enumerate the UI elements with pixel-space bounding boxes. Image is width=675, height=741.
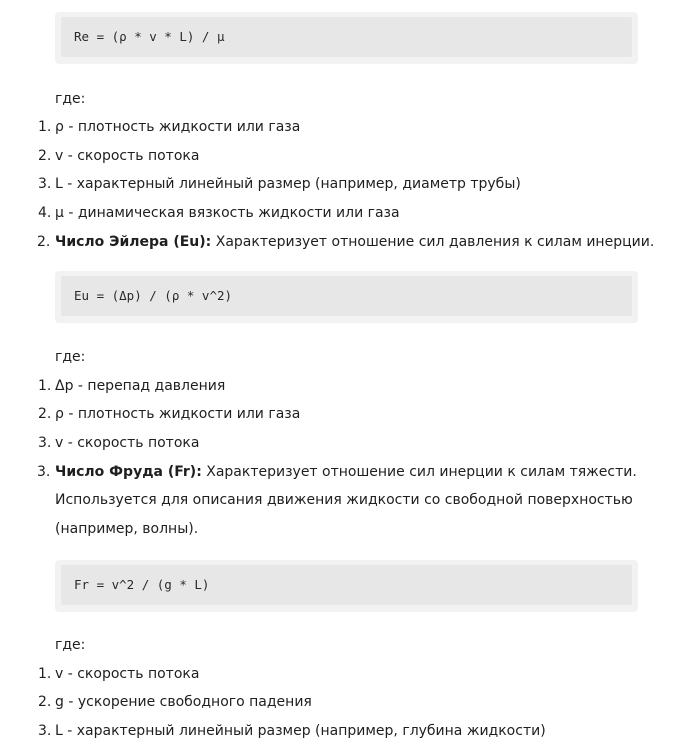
list-number: 2.	[38, 406, 52, 422]
froude-description-line3: (например, волны).	[55, 521, 199, 537]
list-number: 1.	[38, 119, 52, 135]
list-number: 3.	[38, 723, 52, 739]
list-item: Δp - перепад давления	[55, 378, 226, 394]
list-item: g - ускорение свободного падения	[55, 694, 312, 710]
list-number: 4.	[38, 205, 52, 221]
list-item: ρ - плотность жидкости или газа	[55, 406, 301, 422]
reynolds-formula: Re = (ρ * v * L) / μ	[61, 17, 632, 57]
where-label: где:	[55, 349, 86, 365]
list-number: 1.	[38, 378, 52, 394]
where-label: где:	[55, 637, 86, 653]
euler-formula: Eu = (Δp) / (ρ * v^2)	[61, 276, 632, 316]
froude-description-line2: Используется для описания движения жидкости со свободной поверхностью	[55, 492, 633, 508]
froude-description-line1: Характеризует отношение сил инерции к силам тяжести.	[201, 464, 637, 480]
list-number: 3.	[38, 176, 52, 192]
where-label: где:	[55, 91, 86, 107]
list-item: ρ - плотность жидкости или газа	[55, 119, 301, 135]
froude-formula: Fr = v^2 / (g * L)	[61, 565, 632, 605]
list-item: μ - динамическая вязкость жидкости или газа	[55, 205, 400, 221]
main-list-number: 2.	[37, 234, 51, 250]
euler-item	[55, 232, 654, 252]
froude-title: Число Фруда (Fr):	[55, 464, 202, 480]
euler-formula-block	[55, 271, 638, 323]
reynolds-formula-block	[55, 12, 638, 64]
froude-formula-block	[55, 560, 638, 612]
list-item: L - характерный линейный размер (например, диаметр трубы)	[55, 176, 521, 192]
list-item: v - скорость потока	[55, 435, 200, 451]
euler-title: Число Эйлера (Eu):	[55, 234, 212, 250]
list-number: 2.	[38, 148, 52, 164]
list-number: 3.	[38, 435, 52, 451]
euler-description: Характеризует отношение сил давления к силам инерции.	[211, 234, 655, 250]
list-number: 1.	[38, 666, 52, 682]
main-list-number: 3.	[37, 464, 51, 480]
froude-item	[55, 462, 637, 482]
list-number: 2.	[38, 694, 52, 710]
list-item: v - скорость потока	[55, 148, 200, 164]
list-item: v - скорость потока	[55, 666, 200, 682]
list-item: L - характерный линейный размер (например, глубина жидкости)	[55, 723, 546, 739]
